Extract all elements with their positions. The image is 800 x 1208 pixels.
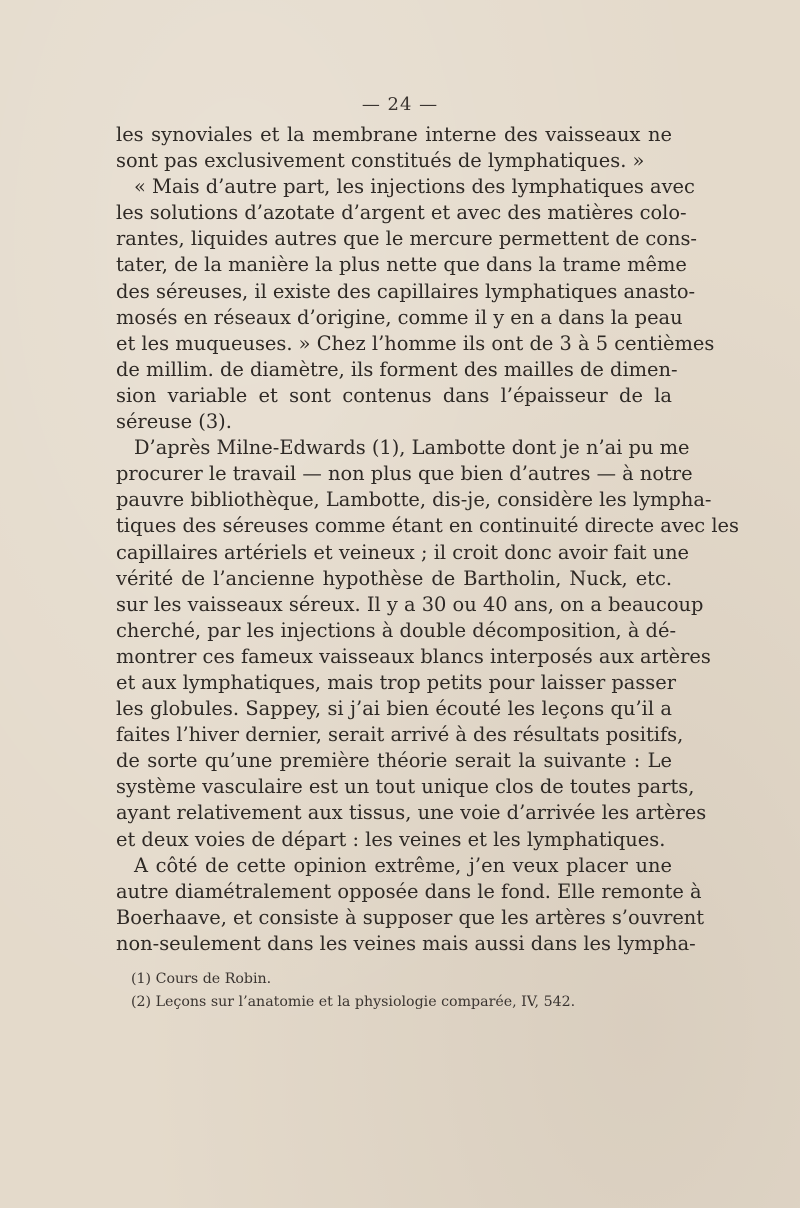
text-line: système vasculaire est un tout unique clos de toutes parts, — [116, 775, 695, 799]
text-line: sur les vaisseaux séreux. Il y a 30 ou 40 ans, on a beaucoup — [116, 592, 704, 616]
text-line: de sorte qu’une première théorie serait la suivante : Le — [116, 749, 672, 773]
text-line: vérité de l’ancienne hypothèse de Bartholin, Nuck, etc. — [116, 566, 672, 590]
text-line: et deux voies de départ : les veines et les lymphatiques. — [116, 827, 666, 851]
text-line: cherché, par les injections à double décomposition, à dé- — [116, 618, 676, 642]
text-line: A côté de cette opinion extrême, j’en veux placer une — [134, 853, 672, 877]
text-line: tater, de la manière la plus nette que dans la trame même — [116, 253, 687, 277]
text-line: des séreuses, il existe des capillaires lymphatiques anasto- — [116, 279, 696, 303]
page-number: — 24 — — [361, 94, 439, 115]
text-line: de millim. de diamètre, ils forment des mailles de dimen- — [116, 357, 678, 381]
text-line: D’après Milne-Edwards (1), Lambotte dont je n’ai pu me — [134, 436, 690, 460]
text-line: mosés en réseaux d’origine, comme il y en a dans la peau — [116, 305, 683, 329]
footnote: (2) Leçons sur l’anatomie et la physiologie comparée, IV, 542. — [131, 994, 576, 1010]
text-line: sont pas exclusivement constitués de lymphatiques. » — [116, 149, 645, 173]
text-line: « Mais d’autre part, les injections des lymphatiques avec — [134, 175, 695, 199]
text-line: les globules. Sappey, si j’ai bien écouté les leçons qu’il a — [116, 697, 672, 721]
text-line: montrer ces fameux vaisseaux blancs interposés aux artères — [116, 644, 711, 668]
text-line: tiques des séreuses comme étant en continuité directe avec les — [116, 514, 739, 538]
text-line: autre diamétralement opposée dans le fond. Elle remonte à — [116, 879, 702, 903]
text-line: ayant relativement aux tissus, une voie d’arrivée les artères — [116, 801, 707, 825]
text-line: rantes, liquides autres que le mercure permettent de cons- — [116, 227, 697, 251]
text-line: pauvre bibliothèque, Lambotte, dis-je, considère les lympha- — [116, 488, 712, 512]
text-line: procurer le travail — non plus que bien d’autres — à notre — [116, 462, 693, 486]
text-line: Boerhaave, et consiste à supposer que les artères s’ouvrent — [116, 905, 705, 929]
text-line: les synoviales et la membrane interne des vaisseaux ne — [116, 123, 672, 146]
text-line: et aux lymphatiques, mais trop petits pour laisser passer — [116, 670, 676, 694]
footnotes — [131, 968, 691, 1014]
text-line: et les muqueuses. » Chez l’homme ils ont de 3 à 5 centièmes — [116, 331, 715, 355]
text-line: non-seulement dans les veines mais aussi dans les lympha- — [116, 931, 696, 955]
text-line: faites l’hiver dernier, serait arrivé à des résultats positifs, — [116, 723, 684, 747]
footnote: (1) Cours de Robin. — [131, 971, 272, 987]
text-line: sion variable et sont contenus dans l’épaisseur de la — [116, 383, 672, 407]
text-line: capillaires artériels et veineux ; il croit donc avoir fait une — [116, 540, 690, 564]
body-text — [116, 122, 739, 957]
text-line: les solutions d’azotate d’argent et avec des matières colo- — [116, 201, 687, 225]
text-line: séreuse (3). — [116, 410, 232, 434]
